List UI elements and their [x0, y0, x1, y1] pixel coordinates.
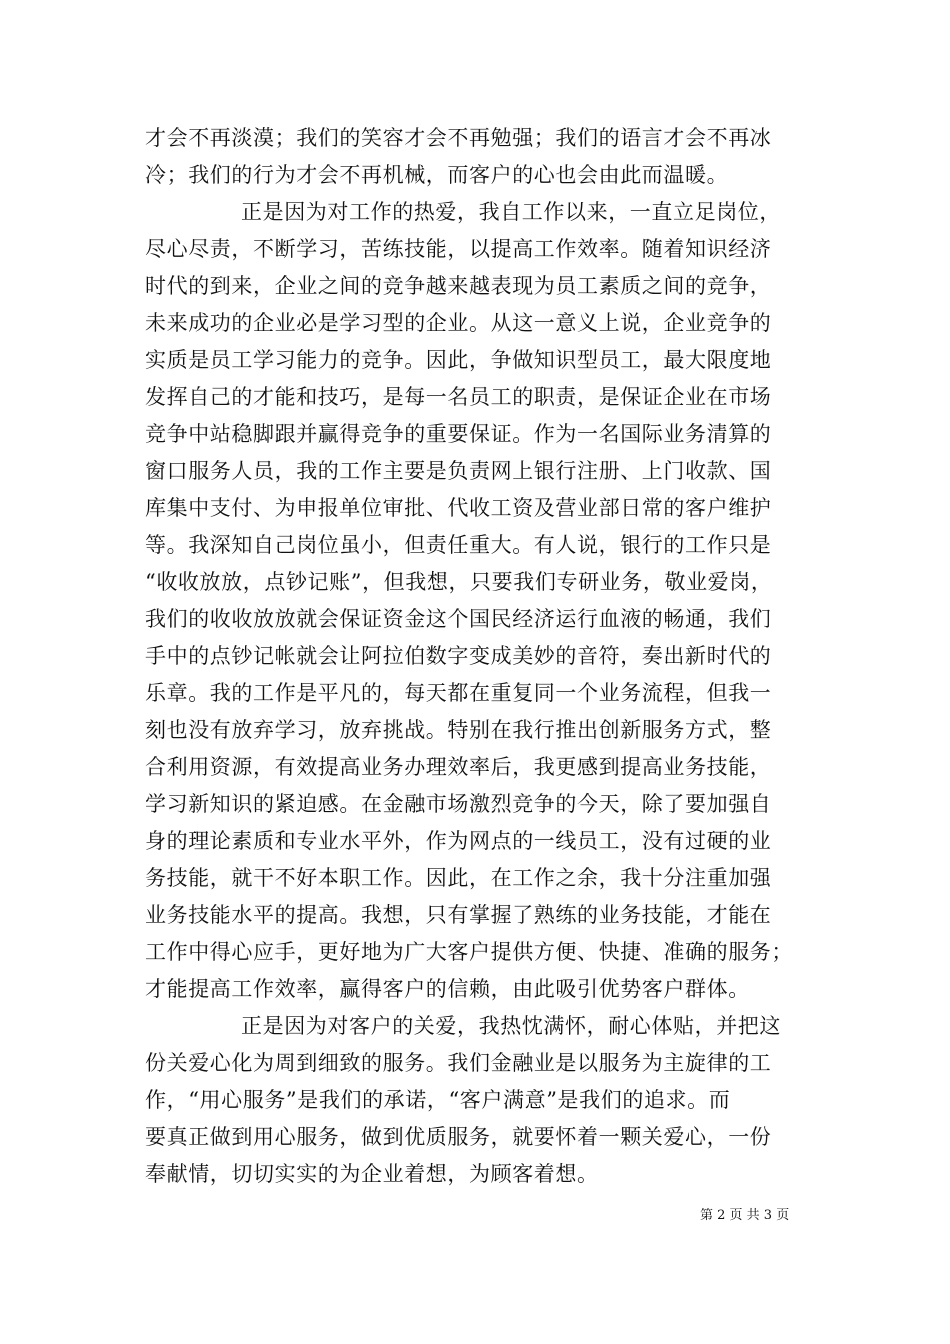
text-line: 手中的点钞记帐就会让阿拉伯数字变成美妙的音符，奏出新时代的	[145, 644, 772, 668]
text-line: 奉献情，切切实实的为企业着想，为顾客着想。	[145, 1162, 599, 1186]
text-line: 等。我深知自己岗位虽小，但责任重大。有人说，银行的工作只是	[145, 533, 772, 557]
text-line: 务技能，就干不好本职工作。因此，在工作之余，我十分注重加强	[145, 866, 772, 890]
text-line: 尽心尽责，不断学习，苦练技能，以提高工作效率。随着知识经济	[145, 237, 772, 261]
text-line: 正是因为对工作的热爱，我自工作以来，一直立足岗位，	[241, 200, 781, 224]
text-line: 作，“用心服务”是我们的承诺，“客户满意”是我们的追求。而	[145, 1088, 731, 1112]
text-line: 学习新知识的紧迫感。在金融市场激烈竞争的今天，除了要加强自	[145, 792, 772, 816]
text-line: 正是因为对客户的关爱，我热忱满怀，耐心体贴，并把这	[241, 1014, 781, 1038]
body-text	[145, 120, 810, 1193]
text-line: 刻也没有放弃学习，放弃挑战。特别在我行推出创新服务方式，整	[145, 718, 772, 742]
text-line: 业务技能水平的提高。我想，只有掌握了熟练的业务技能，才能在	[145, 903, 772, 927]
text-line: 竞争中站稳脚跟并赢得竞争的重要保证。作为一名国际业务清算的	[145, 422, 772, 446]
text-line: 合利用资源，有效提高业务办理效率后，我更感到提高业务技能，	[145, 755, 772, 779]
text-line: “收收放放，点钞记账”，但我想，只要我们专研业务，敬业爱岗，	[145, 570, 773, 594]
text-line: 乐章。我的工作是平凡的，每天都在重复同一个业务流程，但我一	[145, 681, 772, 705]
text-line: 时代的到来，企业之间的竞争越来越表现为员工素质之间的竞争，	[145, 274, 772, 298]
text-line: 身的理论素质和专业水平外，作为网点的一线员工，没有过硬的业	[145, 829, 772, 853]
text-line: 才能提高工作效率，赢得客户的信赖，由此吸引优势客户群体。	[145, 977, 750, 1001]
text-line: 库集中支付、为申报单位审批、代收工资及营业部日常的客户维护	[145, 496, 772, 520]
text-line: 实质是员工学习能力的竞争。因此，争做知识型员工，最大限度地	[145, 348, 772, 372]
text-line: 份关爱心化为周到细致的服务。我们金融业是以服务为主旋律的工	[145, 1051, 772, 1075]
text-line: 要真正做到用心服务，做到优质服务，就要怀着一颗关爱心，一份	[145, 1125, 772, 1149]
text-line: 发挥自己的才能和技巧，是每一名员工的职责，是保证企业在市场	[145, 385, 772, 409]
text-line: 冷；我们的行为才会不再机械，而客户的心也会由此而温暖。	[145, 163, 729, 187]
text-line: 工作中得心应手，更好地为广大客户提供方便、快捷、准确的服务；	[145, 940, 793, 964]
text-line: 未来成功的企业必是学习型的企业。从这一意义上说，企业竞争的	[145, 311, 772, 335]
text-line: 才会不再淡漠；我们的笑容才会不再勉强；我们的语言才会不再冰	[145, 126, 772, 150]
page-number: 第 2 页 共 3 页	[700, 1208, 790, 1223]
text-line: 窗口服务人员，我的工作主要是负责网上银行注册、上门收款、国	[145, 459, 772, 483]
text-line: 我们的收收放放就会保证资金这个国民经济运行血液的畅通，我们	[145, 607, 772, 631]
